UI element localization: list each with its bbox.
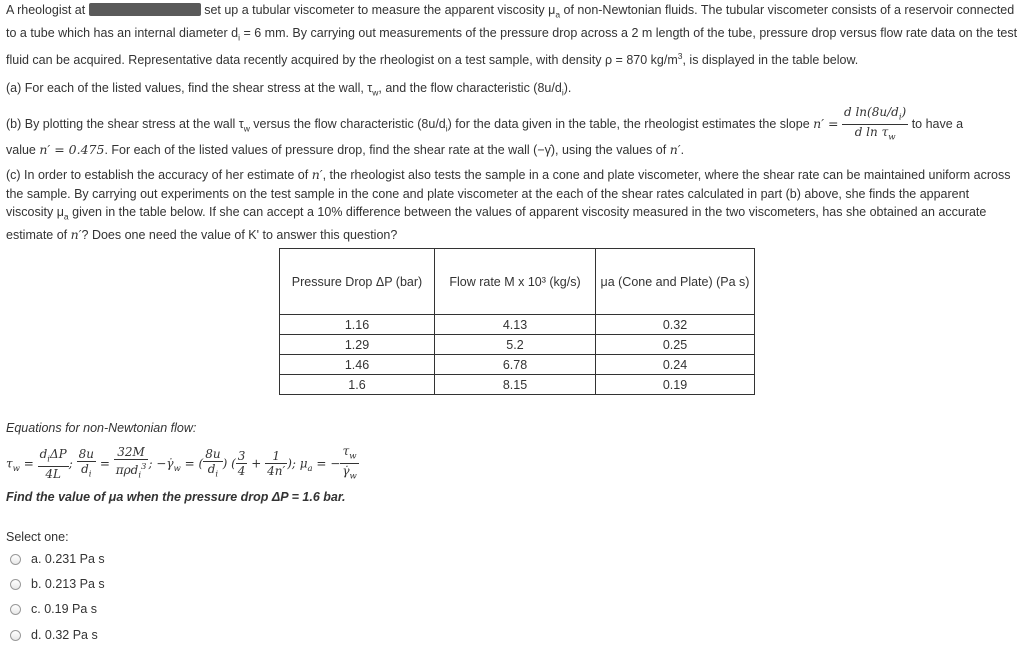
data-table (279, 248, 755, 395)
redaction-mark (89, 3, 201, 16)
table-row: 1.6 8.15 0.19 (280, 375, 755, 395)
slope-fraction: $\frac{d \ln(8u/d_i)}{d \ln \tau_w}$ (843, 105, 907, 143)
option-d[interactable]: d. 0.32 Pa s (10, 628, 98, 642)
option-c[interactable]: c. 0.19 Pa s (10, 602, 97, 616)
equations-formula: $\tau_w$ = $\frac{d_i\Delta P}{4L}$ ; $\frac{8u}{d_i}$ = $\frac{32M}{\pi\rho d_i^3}$ ; $-\gammȧ_w$ = ( $\frac{8u}{d_i}$ ) ( $\frac{3}{4}$ + $\frac{1}{4n'}$ ); $\mu_a$ = − $\frac{\tau_w}{\gammȧ_w}$ (6, 444, 357, 482)
table-row: 1.16 4.13 0.32 (280, 315, 755, 335)
problem-intro: A rheologist at set up a tubular viscometer to measure the apparent viscosity $\mu_a$ of non-Newtonian fluids. The tubular viscometer consists of a reservoir connected to a tube which has an internal diameter $d_i = 6$ mm. By carrying out measurements of the pressure drop across a 2 m length of the tube, pressure drop versus flow rate data on the test fluid can be acquired. Representative data recently acquired by the rheologist on a test sample, with density ρ = 870 $kg/m^3$, is displayed in the table below. (6, 3, 1018, 68)
part-c: (c) In order to establish the accuracy of her estimate of n′, the rheologist also tests the sample in a cone and plate viscometer, where the shear rate can be maintained uniform across the sample. By carrying out experiments on the test sample in the cone and plate viscometer at the each of the shear rates calculated in part (b) above, she finds the apparent viscosity $\mu_a$ given in the table below. If she can accept a 10% difference between the values of apparent viscosity measured in the two viscometers, has she obtained an accurate estimate of n′? Does one need the value of K' to answer this question? (6, 167, 1011, 242)
table-header-row (280, 249, 755, 315)
radio-icon[interactable] (10, 579, 21, 590)
radio-icon[interactable] (10, 604, 21, 615)
header-viscosity: μa (Cone and Plate) (Pa s) (596, 249, 755, 315)
question-text: Find the value of μa when the pressure drop ΔP = 1.6 bar. (6, 490, 346, 504)
table-row: 1.46 6.78 0.24 (280, 355, 755, 375)
select-label: Select one: (6, 530, 69, 544)
part-a: (a) For each of the listed values, find the shear stress at the wall, $\tau_w$, and the flow characteristic $(8u/d_i)$. (6, 81, 572, 98)
part-b-cont: value n′ = 0.475. For each of the listed values of pressure drop, find the shear rate at the wall (−γ̇), using the values of n′. (6, 142, 685, 157)
part-b: (b) By plotting the shear stress at the wall $\tau_w$ versus the flow characteristic $(8u/d_i)$ for the data given in the table, the rheologist estimates the slope n′ = $\frac{d \ln(8u/d_i)}{d \ln \tau_w}$ to have a (6, 105, 964, 143)
radio-icon[interactable] (10, 630, 21, 641)
equations-label: Equations for non-Newtonian flow: (6, 421, 197, 435)
radio-icon[interactable] (10, 554, 21, 565)
option-b[interactable]: b. 0.213 Pa s (10, 577, 105, 591)
option-a[interactable]: a. 0.231 Pa s (10, 552, 105, 566)
header-flow-rate: Flow rate M x 10³ (kg/s) (435, 249, 596, 315)
header-pressure-drop: Pressure Drop ΔP (bar) (280, 249, 435, 315)
table-row: 1.29 5.2 0.25 (280, 335, 755, 355)
